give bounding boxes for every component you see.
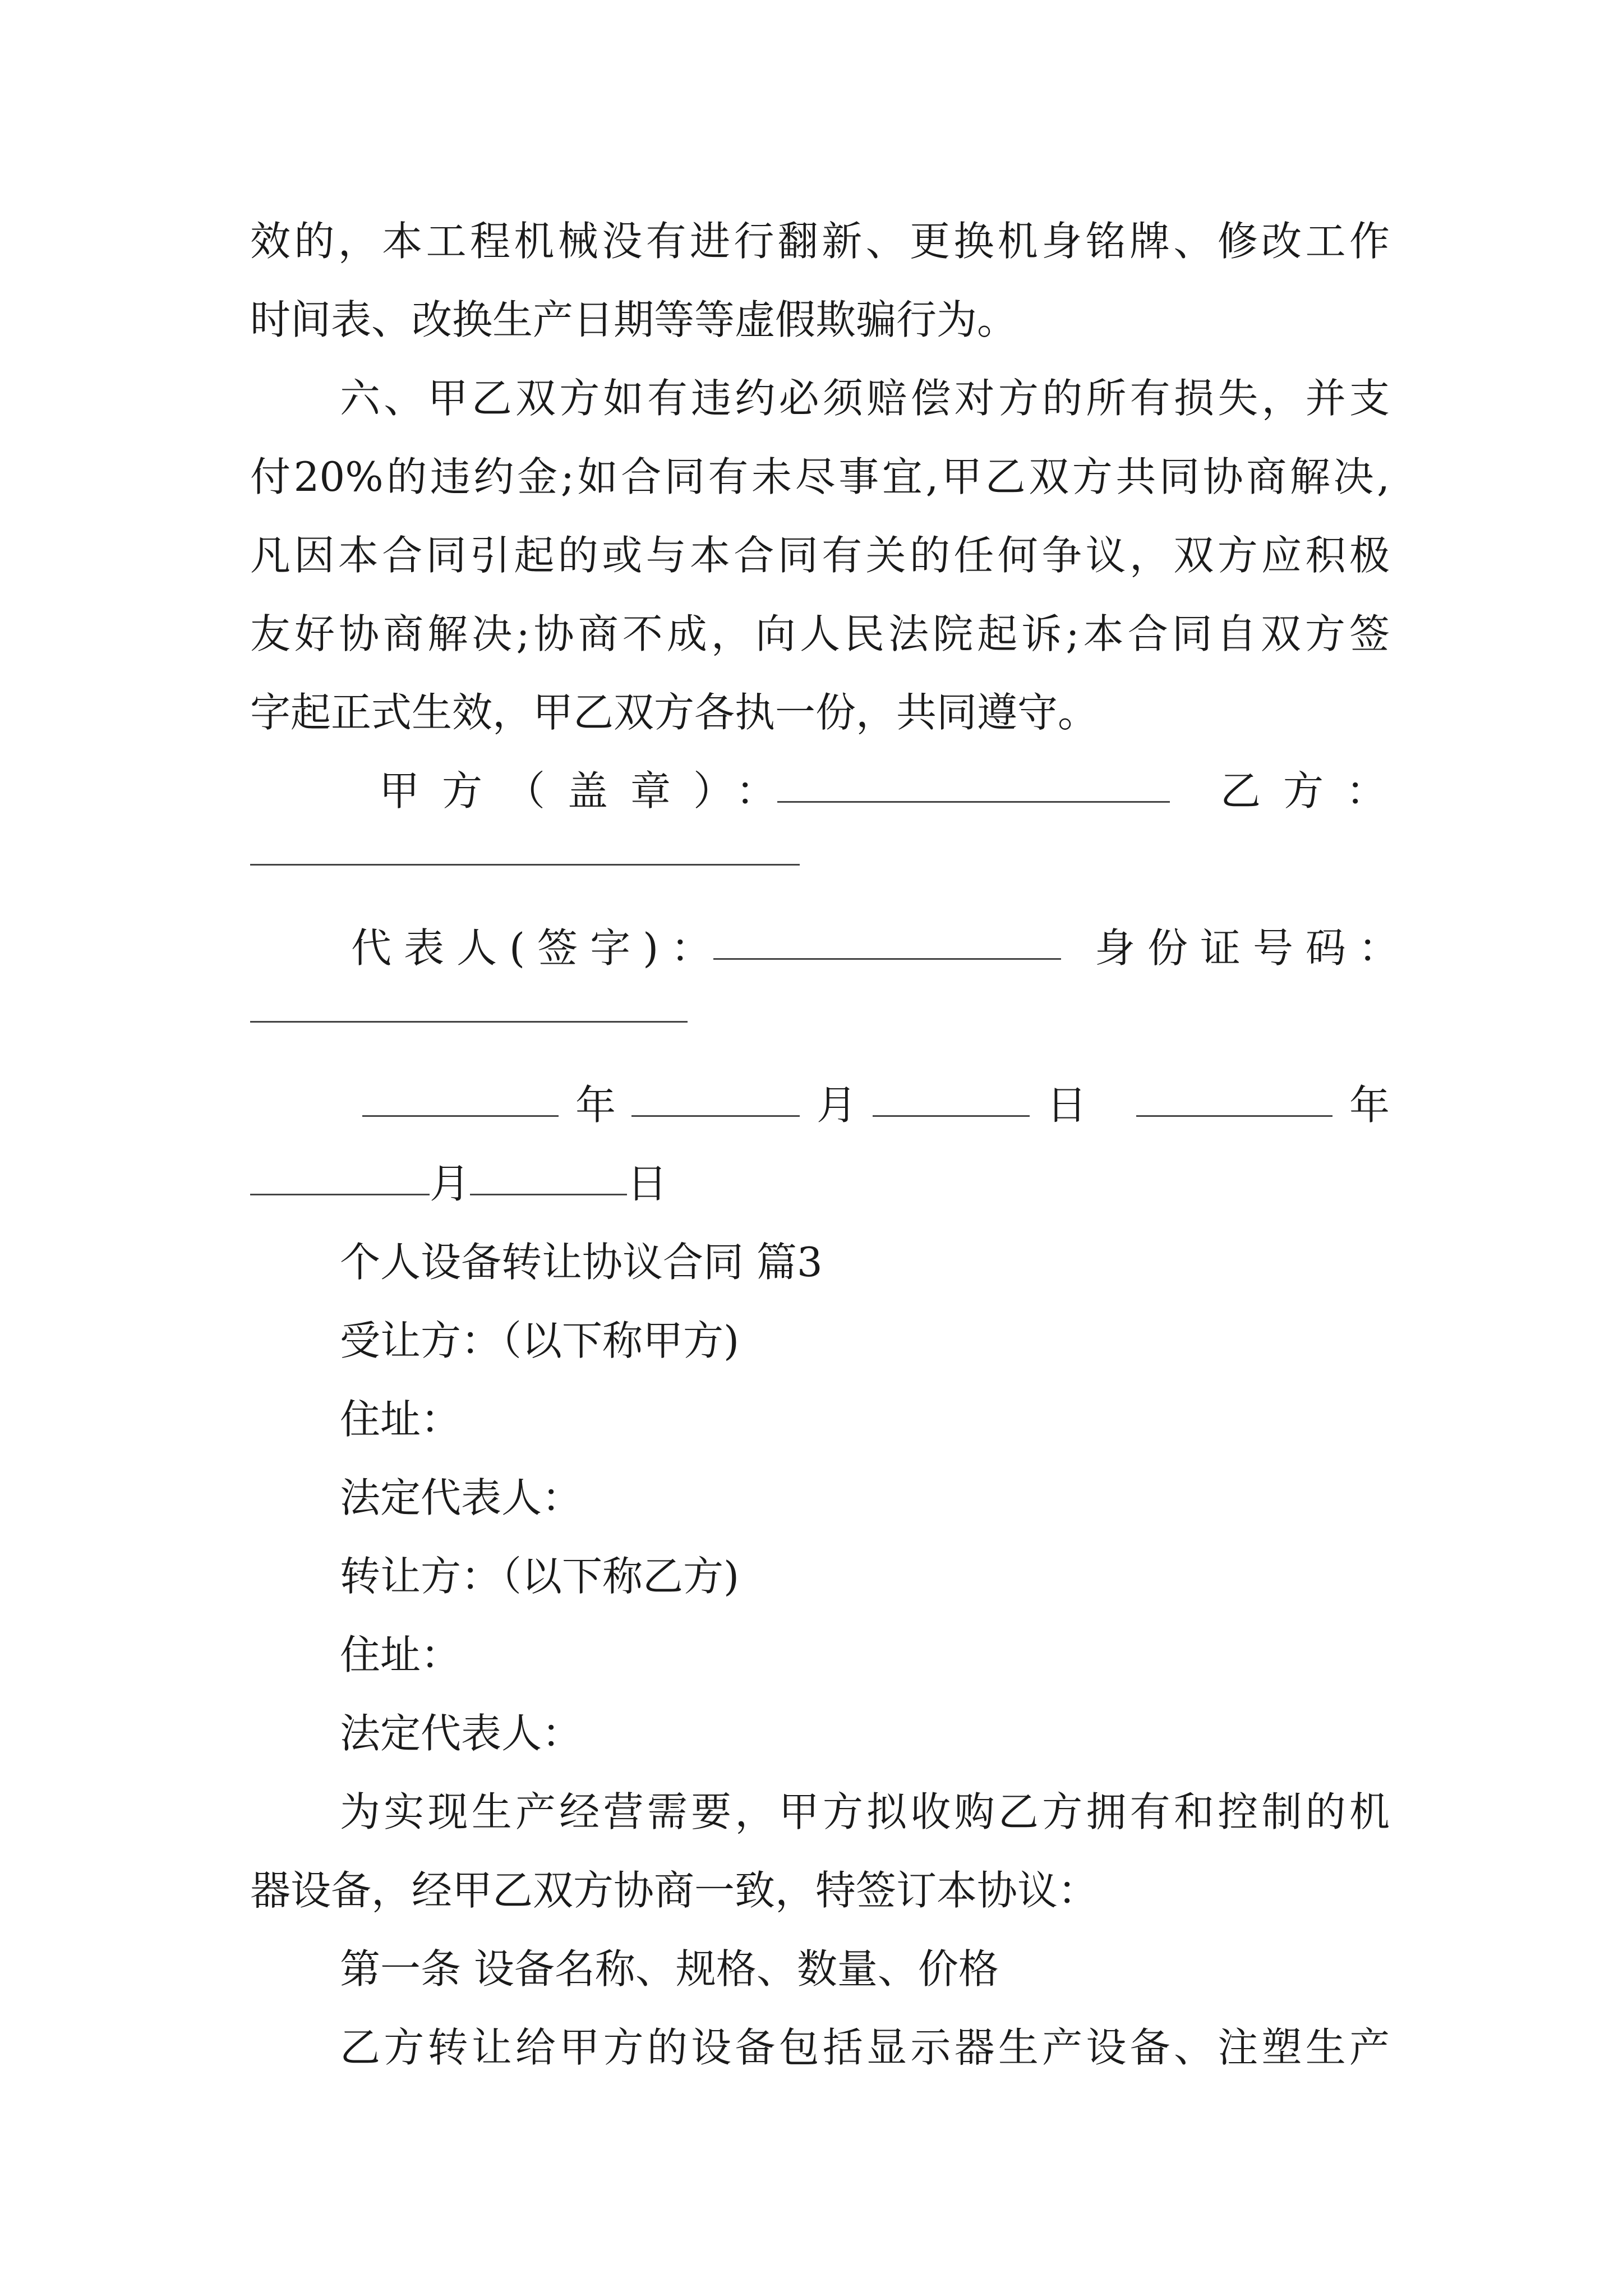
field-line: 住址： [340, 1396, 462, 1443]
day-a-label: 日 [1046, 1082, 1087, 1129]
paragraph-line: 为实现生产经营需要，甲方拟收购乙方拥有和控制的机 [340, 1788, 1390, 1835]
party-a-blank [777, 752, 1170, 803]
paragraph-line: 器设备，经甲乙双方协商一致，特签订本协议： [250, 1867, 1099, 1914]
paragraph-line: 乙方转让给甲方的设备包括显示器生产设备、注塑生产 [340, 2024, 1390, 2071]
signature-row-date [250, 1066, 1390, 1144]
field-line: 住址： [340, 1631, 462, 1678]
paragraph-line: 付20%的违约金;如合同有未尽事宜,甲乙双方共同协商解决, [250, 453, 1390, 500]
paragraph-line: 效的，本工程机械没有进行翻新、更换机身铭牌、修改工作 [250, 218, 1390, 265]
year-a-label: 年 [575, 1082, 616, 1129]
representative-label: 代表人(签字)： [351, 924, 724, 972]
month-b-label: 月 [430, 1160, 471, 1207]
day-a-blank [873, 1066, 1030, 1117]
signature-row-date-cont [250, 1144, 1390, 1223]
day-b-label: 日 [627, 1160, 668, 1207]
paragraph-line: 友好协商解决;协商不成，向人民法院起诉;本合同自双方签 [250, 610, 1390, 657]
paragraph-line: 时间表、改换生产日期等等虚假欺骗行为。 [250, 296, 1018, 343]
year-a-blank [362, 1066, 559, 1117]
field-line: 受让方：（以下称甲方) [340, 1317, 740, 1364]
id-number-label: 身份证号码： [1095, 924, 1412, 972]
party-b-blank [250, 830, 800, 866]
id-number-blank [250, 987, 688, 1023]
signature-row-parties [250, 752, 1409, 830]
field-line: 法定代表人： [340, 1710, 583, 1757]
paragraph-line: 六、甲乙双方如有违约必须赔偿对方的所有损失，并支 [340, 375, 1390, 422]
year-b-blank [1136, 1066, 1332, 1117]
article-title: 第一条 设备名称、规格、数量、价格 [340, 1945, 999, 1993]
document-page [250, 202, 1412, 2109]
party-b-label: 乙方： [1220, 767, 1409, 815]
month-b-blank [250, 1144, 430, 1195]
representative-blank [713, 909, 1061, 960]
paragraph-line: 字起正式生效，甲乙双方各执一份，共同遵守。 [250, 689, 1099, 736]
signature-row-representative [250, 909, 1412, 987]
signature-row-id-blank [250, 987, 1390, 1066]
field-line: 法定代表人： [340, 1474, 583, 1521]
paragraph-line: 凡因本合同引起的或与本合同有关的任何争议，双方应积极 [250, 532, 1390, 579]
signature-row-party-b-blank [250, 830, 1390, 909]
year-b-label: 年 [1349, 1082, 1390, 1129]
month-a-blank [631, 1066, 800, 1117]
section-title: 个人设备转让协议合同 篇3 [340, 1239, 823, 1286]
party-a-label: 甲方（盖章）： [379, 767, 799, 815]
field-line: 转让方：（以下称乙方) [340, 1553, 740, 1600]
day-b-blank [470, 1144, 627, 1195]
month-a-label: 月 [817, 1082, 857, 1129]
